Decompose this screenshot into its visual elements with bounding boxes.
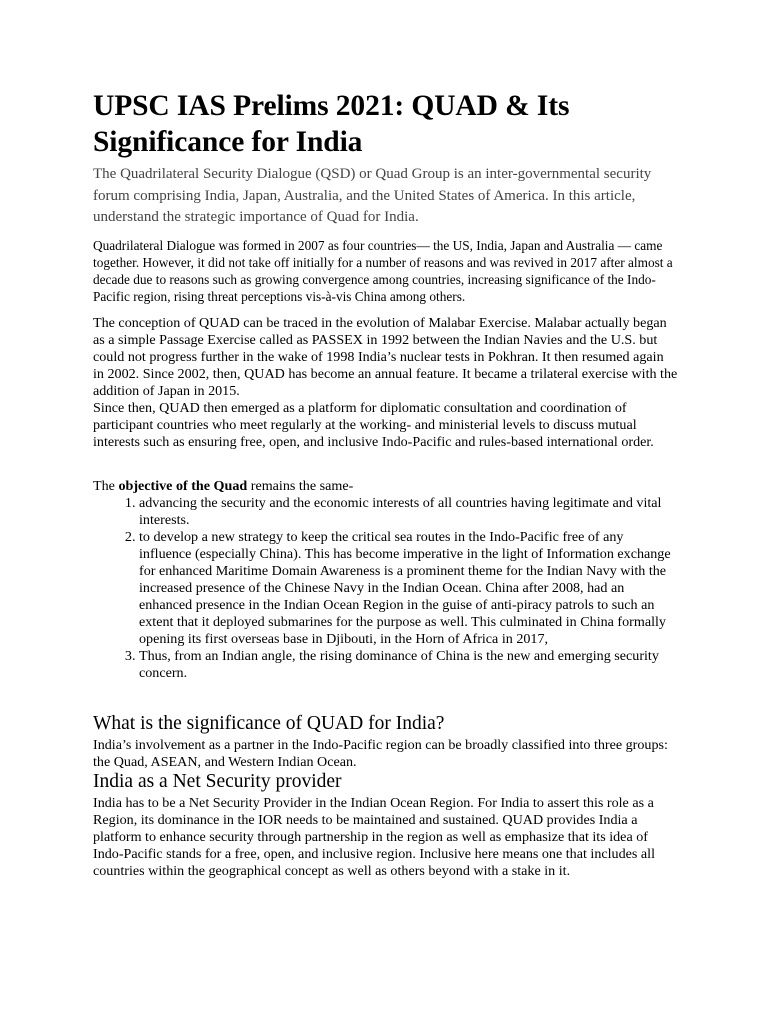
conception-paragraph: The conception of QUAD can be traced in the evolution of Malabar Exercise. Malabar actually began as a simple Passage Exercise called as PASSEX in 1992 between the Indian Navies and the U.S. but could not progress further in the wake of 1998 India’s nuclear tests in Pokhran. It then resumed again in 2002. Since 2002, then, QUAD has become an annual feature. It became a trilateral exercise with the addition of Japan in 2015. [93, 314, 678, 399]
intro-paragraph: Quadrilateral Dialogue was formed in 2007 as four countries— the US, India, Japan and Australia — came together. However, it did not take off initially for a number of reasons and was revived in 2017 after almost a decade due to reasons such as growing convergence among countries, increasing significance of the Indo-Pacific region, rising threat perceptions vis-à-vis China among others. [93, 237, 673, 304]
objective-prefix: The [93, 477, 119, 494]
list-item: 1. advancing the security and the economic interests of all countries having legitimate and vital interests. [139, 495, 678, 529]
article-title: UPSC IAS Prelims 2021: QUAD & Its Significance for India [93, 90, 570, 158]
security-paragraph: India has to be a Net Security Provider in the Indian Ocean Region. For India to assert this role as a Region, its dominance in the IOR needs to be maintained and sustained. QUAD provides India a platform to enhance security through partnership in the region as well as emphasize that its idea of Indo-Pacific stands for a free, open, and inclusive region. Inclusive here means one that includes all countries within the geographical concept as well as others beyond with a stake in it. [93, 794, 655, 879]
list-item: 3. Thus, from an Indian angle, the rising dominance of China is the new and emerging security concern. [139, 648, 678, 682]
objective-bold: objective of the Quad [118, 477, 248, 494]
objective-suffix: remains the same- [247, 477, 354, 494]
article-lead: The Quadrilateral Security Dialogue (QSD) or Quad Group is an inter-governmental security forum comprising India, Japan, Australia, and the United States of America. In this article, understand the strategic importance of Quad for India. [93, 166, 652, 225]
list-item: 2. to develop a new strategy to keep the critical sea routes in the Indo-Pacific free of any influence (especially China). This has become imperative in the light of Information exchange for enhanced Maritime Domain Awareness is a prominent theme for the Indian Navy with the increased presence of the Chinese Navy in the Indian Ocean. China after 2008, had an enhanced presence in the Indian Ocean Region in the guise of anti-piracy patrols to such an extent that it deployed submarines for the purpose as well. This culminated in China formally opening its first overseas base in Djibouti, in the Horn of Africa in 2017, [139, 529, 678, 648]
significance-heading: What is the significance of QUAD for India? [93, 712, 445, 734]
objectives-list [93, 495, 678, 682]
significance-paragraph: India’s involvement as a partner in the Indo-Pacific region can be broadly classified into three groups: the Quad, ASEAN, and Western Indian Ocean. [93, 736, 668, 770]
objective-intro [93, 478, 678, 495]
security-heading: India as a Net Security provider [93, 770, 342, 792]
platform-paragraph: Since then, QUAD then emerged as a platform for diplomatic consultation and coordination of participant countries who meet regularly at the working- and ministerial levels to discuss mutual interests such as ensuring free, open, and inclusive Indo-Pacific and rules-based international order. [93, 399, 654, 450]
